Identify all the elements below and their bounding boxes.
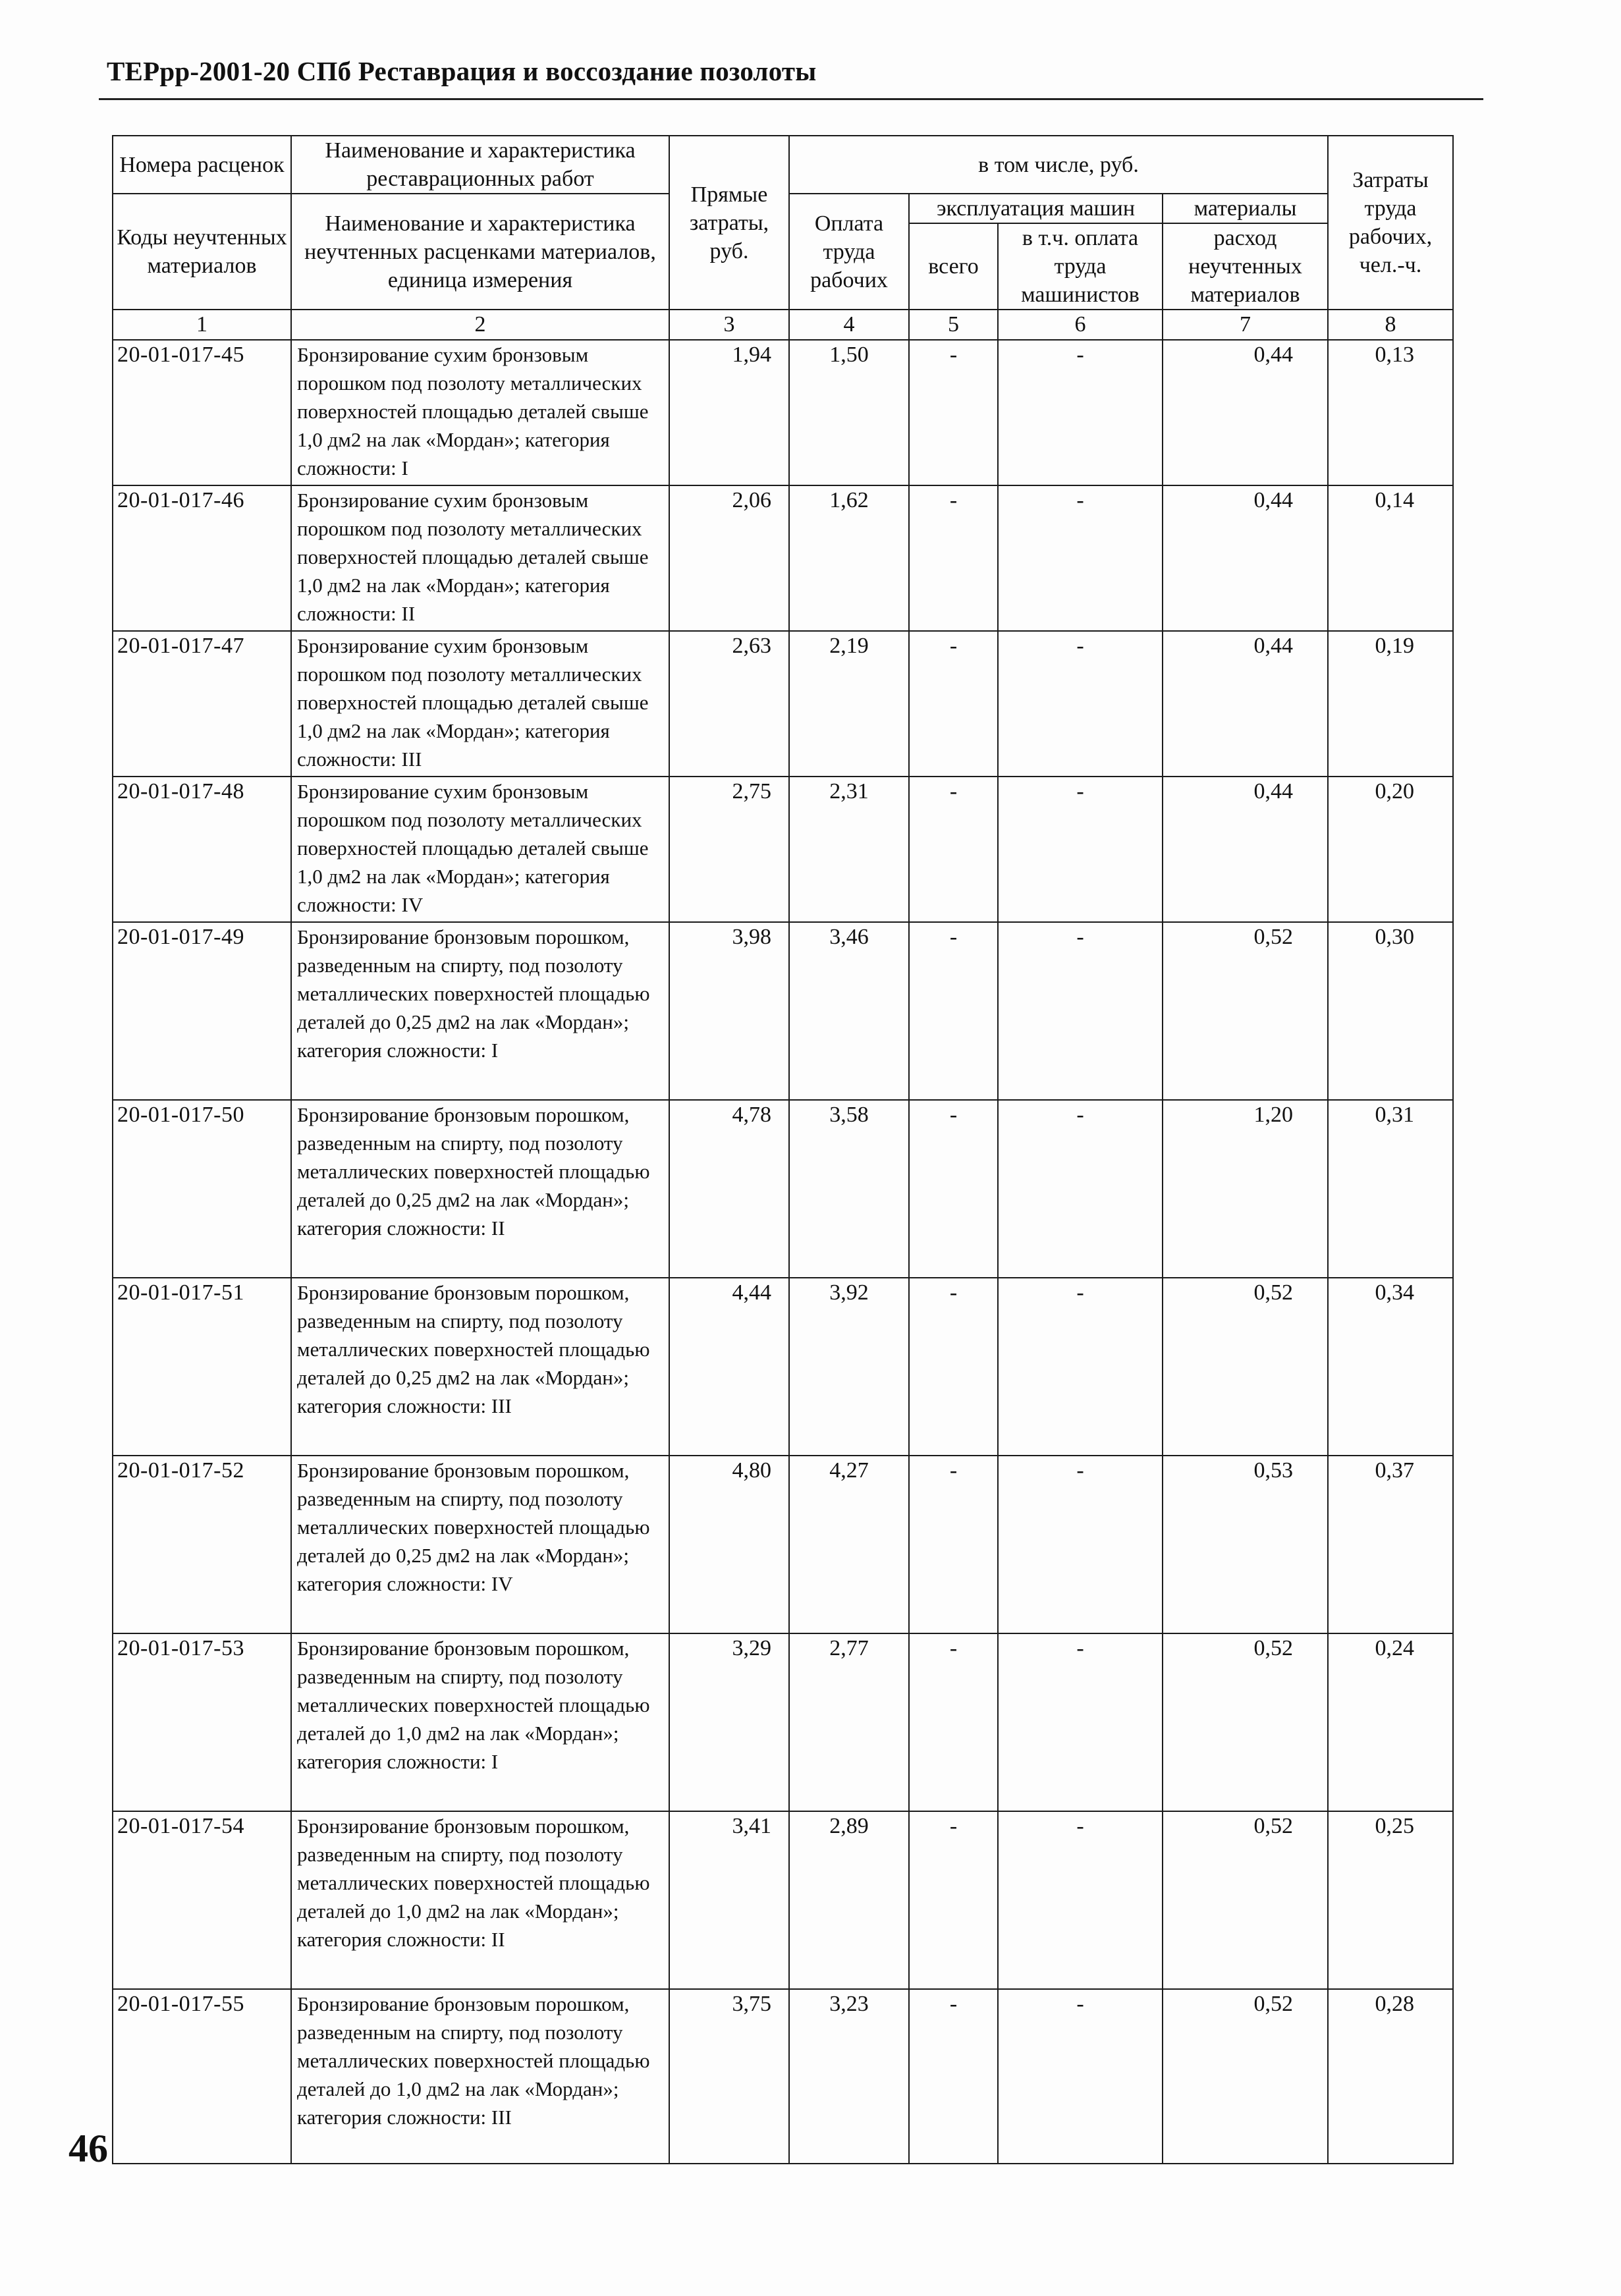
column-number: 6 bbox=[998, 310, 1163, 340]
column-number: 1 bbox=[113, 310, 291, 340]
machinist-pay-value: - bbox=[998, 922, 1163, 1100]
rate-code: 20-01-017-49 bbox=[113, 922, 291, 1100]
labor-pay-value: 1,62 bbox=[789, 485, 909, 631]
header-incl-machinist-pay: в т.ч. оплата труда машинистов bbox=[998, 223, 1163, 310]
machines-total-value: - bbox=[909, 1633, 998, 1811]
labor-hours-value: 0,30 bbox=[1328, 922, 1453, 1100]
labor-hours-value: 0,19 bbox=[1328, 631, 1453, 777]
rate-description: Бронзирование бронзовым порошком, разведенным на спирту, под позолоту металлических поверхностей площадью деталей до 1,0 дм2 на лак «Мордан»; категория сложности: II bbox=[291, 1811, 669, 1989]
machinist-pay-value: - bbox=[998, 340, 1163, 485]
rate-description: Бронзирование сухим бронзовым порошком под позолоту металлических поверхностей площадью деталей свыше 1,0 дм2 на лак «Мордан»; категория сложности: IV bbox=[291, 777, 669, 922]
rate-code: 20-01-017-47 bbox=[113, 631, 291, 777]
table-row bbox=[113, 340, 1453, 485]
header-rule bbox=[99, 98, 1483, 100]
rate-description: Бронзирование бронзовым порошком, разведенным на спирту, под позолоту металлических поверхностей площадью деталей до 1,0 дм2 на лак «Мордан»; категория сложности: I bbox=[291, 1633, 669, 1811]
materials-value: 0,44 bbox=[1163, 777, 1328, 922]
labor-pay-value: 3,92 bbox=[789, 1278, 909, 1456]
rate-code: 20-01-017-55 bbox=[113, 1989, 291, 2164]
table-row bbox=[113, 1100, 1453, 1278]
rate-description: Бронзирование бронзовым порошком, разведенным на спирту, под позолоту металлических поверхностей площадью деталей до 0,25 дм2 на лак «Мордан»; категория сложности: III bbox=[291, 1278, 669, 1456]
direct-costs-value: 4,78 bbox=[669, 1100, 789, 1278]
materials-value: 0,52 bbox=[1163, 1633, 1328, 1811]
header-direct-costs: Прямые затраты, руб. bbox=[669, 136, 789, 310]
machines-total-value: - bbox=[909, 1278, 998, 1456]
rate-description: Бронзирование сухим бронзовым порошком под позолоту металлических поверхностей площадью деталей свыше 1,0 дм2 на лак «Мордан»; категория сложности: I bbox=[291, 340, 669, 485]
header-work-name: Наименование и характеристика реставрационных работ bbox=[291, 136, 669, 194]
rates-table bbox=[112, 135, 1454, 2164]
machines-total-value: - bbox=[909, 1456, 998, 1633]
column-number: 2 bbox=[291, 310, 669, 340]
rate-description: Бронзирование бронзовым порошком, разведенным на спирту, под позолоту металлических поверхностей площадью деталей до 0,25 дм2 на лак «Мордан»; категория сложности: IV bbox=[291, 1456, 669, 1633]
labor-pay-value: 3,23 bbox=[789, 1989, 909, 2164]
column-number: 4 bbox=[789, 310, 909, 340]
rate-description: Бронзирование сухим бронзовым порошком под позолоту металлических поверхностей площадью деталей свыше 1,0 дм2 на лак «Мордан»; категория сложности: II bbox=[291, 485, 669, 631]
rate-description: Бронзирование бронзовым порошком, разведенным на спирту, под позолоту металлических поверхностей площадью деталей до 0,25 дм2 на лак «Мордан»; категория сложности: I bbox=[291, 922, 669, 1100]
machines-total-value: - bbox=[909, 777, 998, 922]
table-row bbox=[113, 485, 1453, 631]
running-header: ТЕРрр-2001-20 СПб Реставрация и воссоздание позолоты bbox=[107, 56, 817, 86]
rate-description: Бронзирование сухим бронзовым порошком под позолоту металлических поверхностей площадью деталей свыше 1,0 дм2 на лак «Мордан»; категория сложности: III bbox=[291, 631, 669, 777]
labor-pay-value: 1,50 bbox=[789, 340, 909, 485]
rate-code: 20-01-017-54 bbox=[113, 1811, 291, 1989]
machines-total-value: - bbox=[909, 1811, 998, 1989]
materials-value: 0,52 bbox=[1163, 1989, 1328, 2164]
labor-hours-value: 0,31 bbox=[1328, 1100, 1453, 1278]
machines-total-value: - bbox=[909, 1989, 998, 2164]
labor-hours-value: 0,25 bbox=[1328, 1811, 1453, 1989]
direct-costs-value: 2,63 bbox=[669, 631, 789, 777]
table-row bbox=[113, 1633, 1453, 1811]
labor-pay-value: 3,46 bbox=[789, 922, 909, 1100]
labor-hours-value: 0,28 bbox=[1328, 1989, 1453, 2164]
table-row bbox=[113, 1456, 1453, 1633]
header-machine-operation: эксплуатация машин bbox=[909, 194, 1163, 223]
materials-value: 0,44 bbox=[1163, 340, 1328, 485]
machinist-pay-value: - bbox=[998, 1278, 1163, 1456]
rate-description: Бронзирование бронзовым порошком, разведенным на спирту, под позолоту металлических поверхностей площадью деталей до 1,0 дм2 на лак «Мордан»; категория сложности: III bbox=[291, 1989, 669, 2164]
table-row bbox=[113, 1989, 1453, 2164]
machines-total-value: - bbox=[909, 922, 998, 1100]
materials-value: 0,53 bbox=[1163, 1456, 1328, 1633]
direct-costs-value: 1,94 bbox=[669, 340, 789, 485]
rate-code: 20-01-017-48 bbox=[113, 777, 291, 922]
header-labor-pay: Оплата труда рабочих bbox=[789, 194, 909, 310]
rate-description: Бронзирование бронзовым порошком, разведенным на спирту, под позолоту металлических поверхностей площадью деталей до 0,25 дм2 на лак «Мордан»; категория сложности: II bbox=[291, 1100, 669, 1278]
direct-costs-value: 4,80 bbox=[669, 1456, 789, 1633]
header-materials-consumption: расход неучтенных материалов bbox=[1163, 223, 1328, 310]
machines-total-value: - bbox=[909, 1100, 998, 1278]
labor-pay-value: 2,77 bbox=[789, 1633, 909, 1811]
header-including: в том числе, руб. bbox=[789, 136, 1328, 194]
direct-costs-value: 3,75 bbox=[669, 1989, 789, 2164]
materials-value: 0,52 bbox=[1163, 922, 1328, 1100]
labor-pay-value: 4,27 bbox=[789, 1456, 909, 1633]
column-numbers-row bbox=[113, 310, 1453, 340]
machinist-pay-value: - bbox=[998, 631, 1163, 777]
labor-pay-value: 2,19 bbox=[789, 631, 909, 777]
materials-value: 0,44 bbox=[1163, 631, 1328, 777]
labor-hours-value: 0,37 bbox=[1328, 1456, 1453, 1633]
header-materials: материалы bbox=[1163, 194, 1328, 223]
header-work-name-unaccounted: Наименование и характеристика неучтенных расценками материалов, единица измерения bbox=[291, 194, 669, 310]
header-total: всего bbox=[909, 223, 998, 310]
table-row bbox=[113, 1811, 1453, 1989]
rate-code: 20-01-017-50 bbox=[113, 1100, 291, 1278]
machines-total-value: - bbox=[909, 340, 998, 485]
labor-hours-value: 0,24 bbox=[1328, 1633, 1453, 1811]
machinist-pay-value: - bbox=[998, 485, 1163, 631]
rate-code: 20-01-017-51 bbox=[113, 1278, 291, 1456]
direct-costs-value: 2,75 bbox=[669, 777, 789, 922]
labor-hours-value: 0,34 bbox=[1328, 1278, 1453, 1456]
machinist-pay-value: - bbox=[998, 1456, 1163, 1633]
machines-total-value: - bbox=[909, 485, 998, 631]
direct-costs-value: 4,44 bbox=[669, 1278, 789, 1456]
labor-pay-value: 3,58 bbox=[789, 1100, 909, 1278]
labor-hours-value: 0,14 bbox=[1328, 485, 1453, 631]
machinist-pay-value: - bbox=[998, 1989, 1163, 2164]
labor-pay-value: 2,89 bbox=[789, 1811, 909, 1989]
machines-total-value: - bbox=[909, 631, 998, 777]
table-row bbox=[113, 631, 1453, 777]
header-unaccounted-codes: Коды неучтенных материалов bbox=[113, 194, 291, 310]
column-number: 5 bbox=[909, 310, 998, 340]
header-labor-costs: Затраты труда рабочих, чел.-ч. bbox=[1328, 136, 1453, 310]
materials-value: 1,20 bbox=[1163, 1100, 1328, 1278]
page-number: 46 bbox=[69, 2127, 108, 2170]
machinist-pay-value: - bbox=[998, 1811, 1163, 1989]
header-rate-numbers: Номера расценок bbox=[113, 136, 291, 194]
column-number: 8 bbox=[1328, 310, 1453, 340]
materials-value: 0,44 bbox=[1163, 485, 1328, 631]
column-number: 7 bbox=[1163, 310, 1328, 340]
table-row bbox=[113, 922, 1453, 1100]
labor-hours-value: 0,20 bbox=[1328, 777, 1453, 922]
materials-value: 0,52 bbox=[1163, 1811, 1328, 1989]
column-number: 3 bbox=[669, 310, 789, 340]
direct-costs-value: 3,98 bbox=[669, 922, 789, 1100]
labor-pay-value: 2,31 bbox=[789, 777, 909, 922]
materials-value: 0,52 bbox=[1163, 1278, 1328, 1456]
machinist-pay-value: - bbox=[998, 1100, 1163, 1278]
rate-code: 20-01-017-52 bbox=[113, 1456, 291, 1633]
machinist-pay-value: - bbox=[998, 1633, 1163, 1811]
rate-code: 20-01-017-46 bbox=[113, 485, 291, 631]
direct-costs-value: 3,41 bbox=[669, 1811, 789, 1989]
rate-code: 20-01-017-53 bbox=[113, 1633, 291, 1811]
rate-code: 20-01-017-45 bbox=[113, 340, 291, 485]
direct-costs-value: 2,06 bbox=[669, 485, 789, 631]
table-row bbox=[113, 1278, 1453, 1456]
table-row bbox=[113, 777, 1453, 922]
labor-hours-value: 0,13 bbox=[1328, 340, 1453, 485]
direct-costs-value: 3,29 bbox=[669, 1633, 789, 1811]
machinist-pay-value: - bbox=[998, 777, 1163, 922]
